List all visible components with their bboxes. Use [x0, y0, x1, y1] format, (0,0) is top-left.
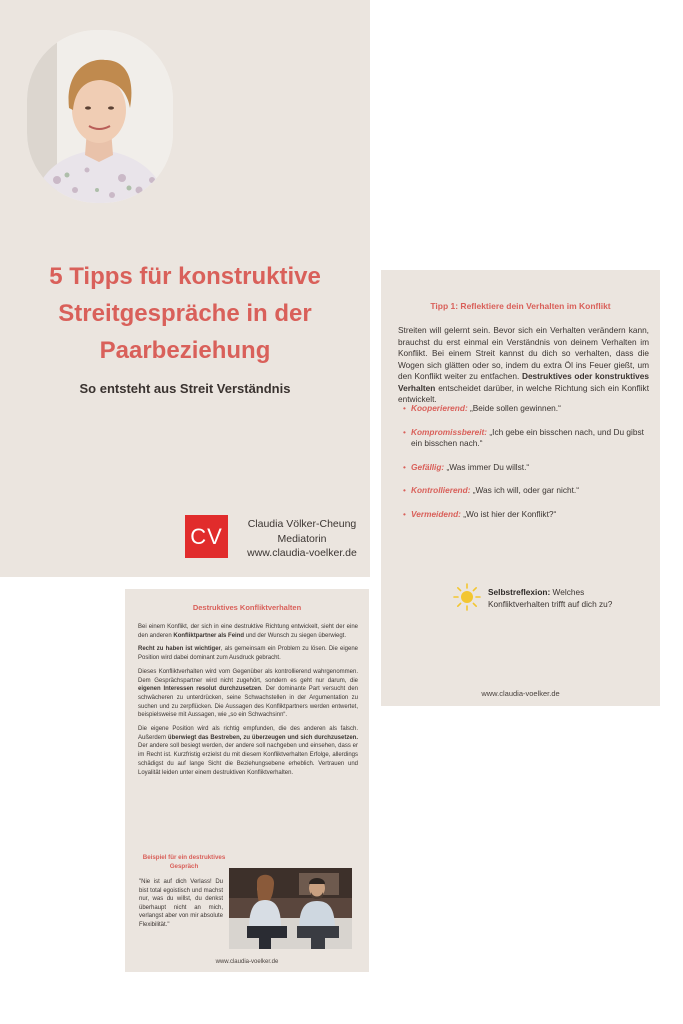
list-item — [403, 509, 655, 521]
tip-paragraph-end: entscheidet darüber, in welche Richtung sich ein Konflikt entwickelt. — [398, 382, 649, 404]
paragraph-text: . Der dominante Part versucht den schwächeren zu unterdrücken, seine Schwachstellen in der Argumentation zu suchen und zu zerpflücken. Die Aussagen des Konfliktpartners werden entwertet, beispielsweise mit Aussagen, wie „so ein Schwachsinn“. — [138, 686, 358, 719]
bullet-icon: • — [403, 508, 406, 519]
tip-paragraph-text: Streiten will gelernt sein. Bevor sich ein Verhalten verändern kann, brauchst du erst einmal ein Verständnis von deinem Verhalten im Konflikt. Bei einem Streit kannst du dich so verhalten, dass die Wogen sich glätten oder so, indem du extra Öl ins Feuer gießt, um den Konflikt weiter zu entfachen. — [398, 325, 649, 381]
cv-logo: CV — [185, 515, 228, 558]
author-portrait — [27, 30, 173, 203]
behavior-list — [403, 403, 655, 520]
destructive-heading: Destruktives Konfliktverhalten — [192, 603, 302, 612]
destructive-page — [125, 589, 369, 972]
example-heading: Beispiel für ein destruktives Gespräch — [142, 854, 226, 870]
list-item-key: Kooperierend: — [411, 403, 468, 413]
couple-image — [229, 868, 352, 949]
paragraph — [138, 725, 358, 777]
paragraph-text: Die eigene Position wird als richtig empfunden, die des anderen als falsch. Außerdem — [138, 726, 358, 741]
destructive-footer-website[interactable]: www.claudia-voelker.de — [215, 959, 279, 965]
paragraph — [138, 668, 358, 720]
tip-page — [381, 270, 660, 706]
self-reflection — [488, 587, 638, 610]
paragraph-text: Dieses Konfliktverhalten wird vom Gegenüber als kontrollierend wahrgenommen. Dem Gesprächspartner wird nicht zugehört, sondern es geht nur darum, die — [138, 668, 358, 684]
list-item-key: Gefällig: — [411, 461, 445, 472]
paragraph-bold: eigenen Interessen resolut durchzusetzen — [138, 686, 262, 693]
list-item-text: „Beide sollen gewinnen.“ — [467, 403, 561, 413]
portrait-image — [27, 30, 173, 203]
list-item-key: Vermeidend: — [411, 508, 461, 519]
paragraph-text: Bei einem Konflikt, der sich in eine destruktive Richtung entwickelt, sieht der eine den anderen — [138, 624, 358, 639]
paragraph — [138, 623, 358, 640]
list-item — [403, 427, 655, 450]
sun-icon — [453, 583, 481, 611]
cover-subtitle: So entsteht aus Streit Verständnis — [79, 381, 291, 396]
list-item-text: „Wo ist hier der Konflikt?“ — [460, 508, 557, 519]
example-quote: "Nie ist auf dich Verlass! Du bist total egoistisch und machst nur, was du willst, du denkst überhaupt nicht an mich, verlangst aber von mir absolute Flexibilität." — [139, 879, 223, 928]
author-info — [242, 517, 362, 561]
bullet-icon: • — [403, 403, 406, 413]
author-name: Claudia Völker-Cheung — [247, 518, 357, 530]
bullet-icon: • — [403, 426, 406, 437]
couple-photo — [229, 868, 352, 949]
cover-title-line: Streitgespräche in der — [58, 300, 312, 327]
bullet-icon: • — [403, 461, 406, 472]
cover-title-line: 5 Tipps für konstruktive — [49, 263, 321, 290]
paragraph-text: Der andere soll besiegt werden, der andere soll nachgeben und einsehen, dass er im Recht ist. Kurzfristig erzielst du mit diesem Konfliktverhalten Erfolge, allerdings schädigst du auf lange Sicht die Beziehungsebene erheblich. Vertrauen und Loyalität leiden unter einem destruktiven Konfliktverhalten. — [138, 743, 358, 776]
list-item — [403, 403, 655, 415]
list-item-key: Kontrollierend: — [411, 485, 471, 495]
author-role: Mediatorin — [277, 532, 327, 545]
tip-heading: Tipp 1: Reflektiere dein Verhalten im Konflikt — [430, 301, 611, 311]
paragraph — [138, 645, 358, 662]
list-item — [403, 485, 655, 497]
list-item — [403, 462, 655, 474]
list-item-text: „Ich gebe ein bisschen nach, und Du gibst ein bisschen nach.“ — [411, 426, 644, 448]
list-item-text: „Was immer Du willst.“ — [444, 461, 530, 472]
paragraph-bold: Konfliktpartner als Feind — [173, 632, 245, 639]
list-item-key: Kompromissbereit: — [411, 426, 488, 437]
self-reflection-text: Welches Konfliktverhalten trifft auf dich zu? — [488, 587, 613, 609]
cover-page — [0, 0, 370, 577]
paragraph-text: , als gemeinsam ein Problem zu lösen. Die eigene Position wird dabei dominant zum Ausdruck gebracht. — [138, 646, 358, 662]
tip-paragraph — [398, 325, 649, 406]
list-item-text: „Was ich will, oder gar nicht.“ — [470, 485, 579, 495]
paragraph-text: und der Wunsch zu siegen überwiegt. — [244, 632, 347, 639]
paragraph-bold: überwiegt das Bestreben, zu überzeugen und sich durchzusetzen. — [167, 734, 358, 741]
cover-title — [20, 258, 350, 369]
self-reflection-key: Selbstreflexion: — [488, 587, 551, 597]
destructive-body — [138, 623, 358, 782]
cover-title-line: Paarbeziehung — [99, 337, 271, 364]
tip-paragraph-bold: Destruktives oder konstruktives Verhalten — [398, 371, 649, 393]
author-website[interactable]: www.claudia-voelker.de — [247, 547, 357, 559]
bullet-icon: • — [403, 485, 406, 495]
tip-footer-website[interactable]: www.claudia-voelker.de — [481, 689, 560, 698]
paragraph-bold: Recht zu haben ist wichtiger — [138, 646, 221, 653]
